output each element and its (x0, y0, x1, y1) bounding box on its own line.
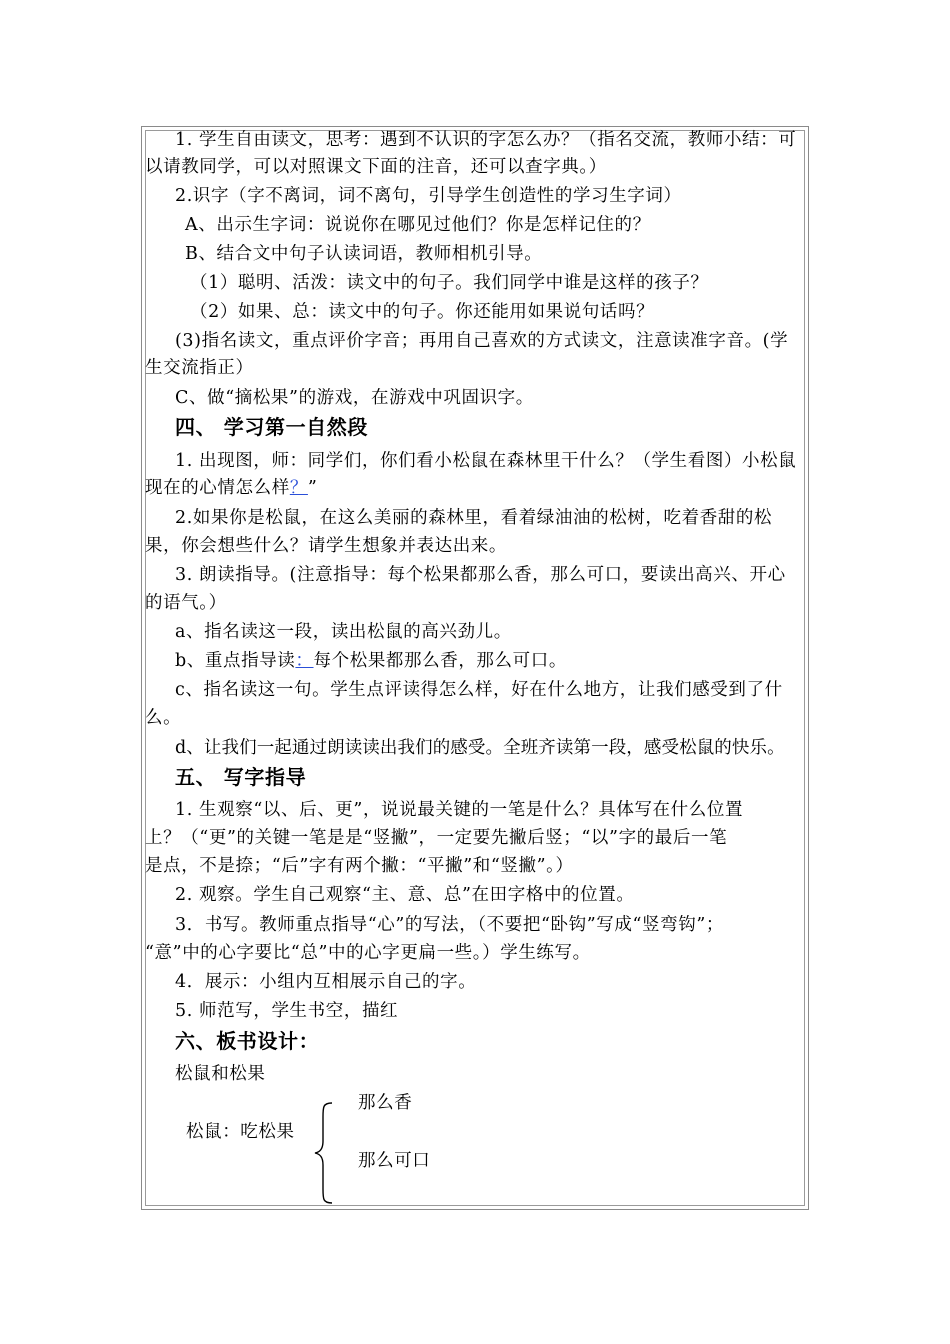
text-line: 么。 (145, 708, 182, 728)
text-line: 2.识字（字不离词，词不离句，引导学生创造性的学习生字词） (175, 186, 682, 206)
section-heading: 四、 学习第一自然段 (175, 415, 368, 439)
text-fragment: b、重点指导读 (175, 651, 296, 671)
tracked-change-mark: ： (295, 651, 314, 671)
text-line: 1. 学生自由读文，思考：遇到不认识的字怎么办？（指名交流，教师小结：可 (175, 130, 797, 150)
text-line: 是点，不是捺；“后”字有两个撇：“平撇”和“竖撇”。） (145, 856, 574, 876)
board-subject: 松鼠：吃松果 (186, 1122, 295, 1142)
text-line: 上？（“更”的关键一笔是是“竖撇”，一定要先撇后竖；“以”字的最后一笔 (145, 828, 728, 848)
text-line (175, 651, 839, 671)
text-line: 3. 朗读指导。(注意指导：每个松果都那么香，那么可口，要读出高兴、开心 (175, 565, 786, 585)
text-line: “意”中的心字要比“总”中的心字更扁一些。）学生练写。 (145, 943, 591, 963)
text-line: 1. 生观察“以、后、更”，说说最关键的一笔是什么？具体写在什么位置 (175, 800, 744, 820)
text-line: （2）如果、总：读文中的句子。你还能用如果说句话吗？ (190, 302, 655, 322)
text-line: 生交流指正） (145, 358, 254, 378)
text-line: 5. 师范写，学生书空，描红 (175, 1001, 399, 1021)
section-heading: 五、 写字指导 (175, 765, 307, 789)
text-line: A、出示生字词：说说你在哪见过他们？你是怎样记住的？ (185, 215, 651, 235)
board-item: 那么香 (358, 1093, 413, 1113)
section-heading: 六、板书设计： (175, 1029, 320, 1053)
text-line: a、指名读这一段，读出松鼠的高兴劲儿。 (175, 622, 512, 642)
tracked-change-mark: ？ (289, 478, 308, 498)
text-line: 1. 出现图，师：同学们，你们看小松鼠在森林里干什么？（学生看图）小松鼠 (175, 451, 797, 471)
text-line: 2. 观察。学生自己观察“主、意、总”在田字格中的位置。 (175, 885, 635, 905)
text-line: d、让我们一起通过朗读读出我们的感受。全班齐读第一段，感受松鼠的快乐。 (175, 738, 785, 758)
text-line: 果，你会想些什么？请学生想象并表达出来。 (145, 536, 507, 556)
board-item: 那么可口 (358, 1151, 431, 1171)
text-line: 2.如果你是松鼠，在这么美丽的森林里，看着绿油油的松树，吃着香甜的松 (175, 508, 773, 528)
text-line: （1）聪明、活泼：读文中的句子。我们同学中谁是这样的孩子？ (190, 273, 709, 293)
text-line: 以请教同学，可以对照课文下面的注音，还可以查字典。） (145, 157, 607, 177)
text-line: (3)指名读文，重点评价字音；再用自己喜欢的方式读文，注意读准字音。(学 (175, 331, 789, 351)
text-line: 3．书写。教师重点指导“心”的写法，（不要把“卧钩”写成“竖弯钩”； (175, 915, 724, 935)
text-fragment: 现在的心情怎么样 (145, 478, 290, 498)
curly-brace-icon (312, 1101, 336, 1205)
text-fragment: 每个松果都那么香，那么可口。 (313, 651, 567, 671)
text-line: 4．展示：小组内互相展示自己的字。 (175, 972, 477, 992)
text-line: B、结合文中句子认读词语，教师相机引导。 (185, 244, 543, 264)
board-title: 松鼠和松果 (175, 1064, 266, 1084)
text-line (145, 478, 809, 498)
text-line: c、指名读这一句。学生点评读得怎么样，好在什么地方，让我们感受到了什 (175, 680, 783, 700)
text-line: C、做“摘松果”的游戏，在游戏中巩固识字。 (175, 388, 534, 408)
text-line: 的语气。） (145, 593, 227, 613)
text-fragment: ” (307, 478, 318, 498)
